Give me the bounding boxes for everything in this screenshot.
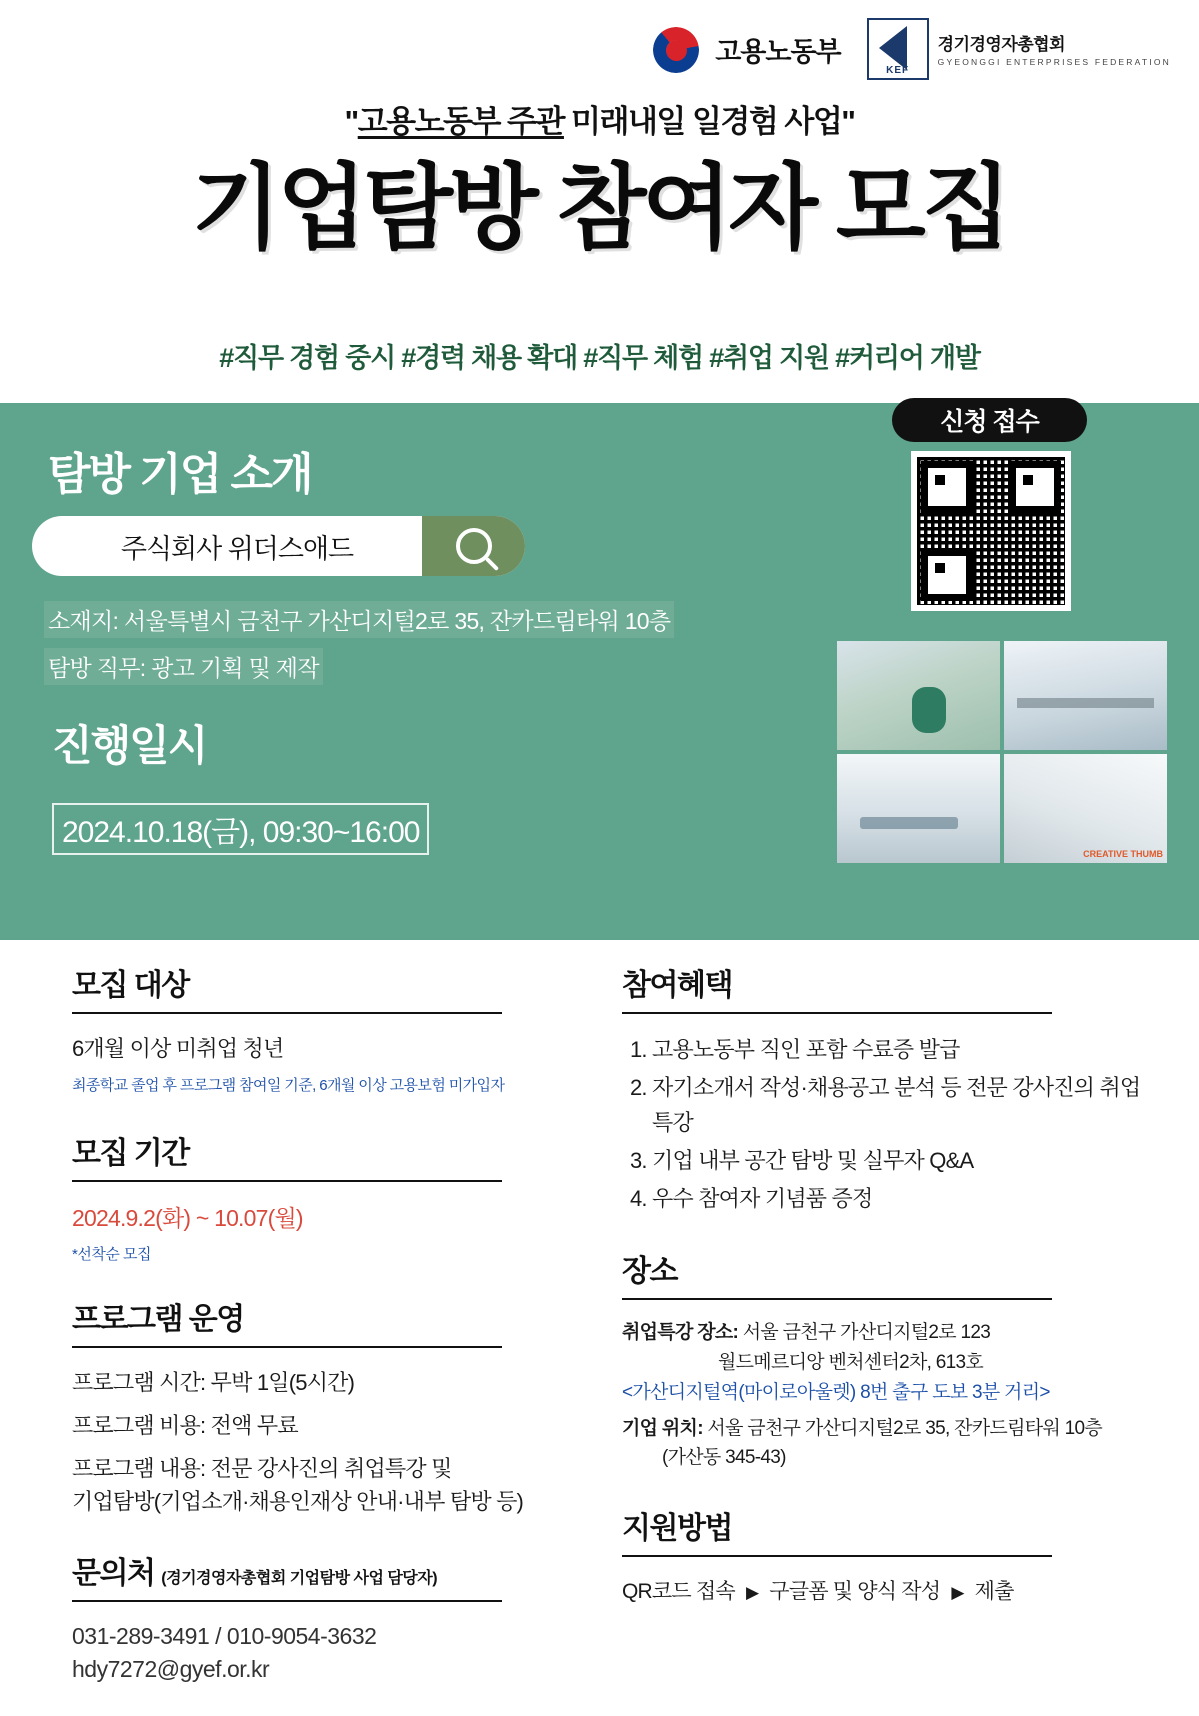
kef-mark-icon (867, 18, 929, 80)
header-logos (649, 18, 1171, 80)
kef-text (938, 30, 1171, 68)
place-title: 장소 (622, 1255, 677, 1289)
qr-code[interactable] (911, 451, 1071, 611)
apply-title: 지원방법 (622, 1511, 732, 1545)
lecture-place-label: 취업특강 장소: (622, 1322, 739, 1344)
qr-finder-bottom-left-icon (921, 549, 973, 601)
period-section (72, 1128, 572, 1264)
contact-subtitle: (경기경영자총협회 기업탐방 사업 담당자) (161, 1569, 438, 1587)
ministry-of-employment-and-labor-logo (649, 21, 840, 77)
band-section-title: 탐방 기업 소개 (48, 450, 312, 499)
company-name-value: 주식회사 위더스애드 (120, 533, 354, 564)
place-section (622, 1246, 1142, 1473)
company-place-line2: (가산동 345-43) (662, 1447, 786, 1469)
qr-finder-top-left-icon (921, 461, 973, 513)
divider (622, 1555, 1052, 1557)
period-note: *선착순 모집 (72, 1245, 151, 1263)
search-icon (456, 528, 492, 564)
benefits-title: 참여혜택 (622, 969, 732, 1002)
program-content-line1: 프로그램 내용: 전문 강사진의 취업특강 및 (72, 1455, 452, 1481)
company-photo-grid (837, 641, 1167, 863)
program-time: 프로그램 시간: 무박 1일(5시간) (72, 1369, 355, 1395)
program-section (72, 1294, 572, 1518)
benefit-text: 우수 참여자 기념품 증정 (652, 1185, 873, 1211)
transit-info: <가산디지털역(마이로아울렛) 8번 출구 도보 3분 거리> (622, 1382, 1050, 1403)
contact-email[interactable]: hdy7272@gyef.or.kr (72, 1655, 270, 1682)
company-place-label: 기업 위치: (622, 1418, 703, 1439)
search-button[interactable] (422, 516, 525, 576)
subtitle-quote (0, 96, 1199, 141)
benefit-text: 고용노동부 직인 포함 수료증 발급 (652, 1037, 960, 1062)
photo-brand-tag: CREATIVE THUMB (1083, 849, 1163, 859)
schedule-title: 진행일시 (52, 722, 207, 769)
period-title: 모집 기간 (72, 1136, 189, 1170)
contact-section (72, 1548, 572, 1687)
apply-step-1: QR코드 접속 (622, 1579, 735, 1603)
divider (72, 1180, 502, 1182)
list-item (652, 1070, 1142, 1141)
divider (72, 1012, 502, 1014)
divider (622, 1012, 1052, 1014)
details-section (0, 960, 1199, 1692)
benefits-list (622, 1032, 1142, 1216)
company-address: 소재지: 서울특별시 금천구 가산디지털2로 35, 잔카드림타워 10층 (44, 601, 674, 638)
quote-open: " (344, 104, 358, 139)
contact-phone[interactable]: 031-289-3491 / 010-9054-3632 (72, 1622, 377, 1649)
company-search-bar[interactable] (32, 516, 525, 576)
benefit-text: 기업 내부 공간 탐방 및 실무자 Q&A (652, 1147, 974, 1173)
benefit-text: 자기소개서 작성·채용공고 분석 등 전문 강사진의 취업특강 (652, 1074, 1141, 1136)
divider (622, 1298, 1052, 1300)
arrow-icon: ▶ (951, 1582, 964, 1602)
lecture-place-line2: 월드메르디앙 벤처센터2차, 613호 (718, 1351, 984, 1373)
qr-code-image (917, 457, 1065, 605)
contact-title-label: 문의처 (72, 1556, 155, 1590)
benefits-section (622, 960, 1142, 1216)
program-title: 프로그램 운영 (72, 1302, 244, 1336)
page-title: 기업탐방 참여자 모집 (191, 156, 1008, 260)
divider (72, 1600, 502, 1602)
left-column (72, 960, 572, 1716)
company-intro-band (0, 403, 1199, 940)
list-item (652, 1143, 1142, 1179)
apply-step-2: 구글폼 및 양식 작성 (769, 1579, 941, 1603)
target-note: 최종학교 졸업 후 프로그램 참여일 기준, 6개월 이상 고용보험 미가입자 (72, 1077, 505, 1094)
target-section (72, 960, 572, 1098)
qr-finder-top-right-icon (1009, 461, 1061, 513)
arrow-icon: ▶ (745, 1582, 759, 1602)
photo-meeting-room (837, 754, 1000, 863)
kef-logo (867, 18, 1171, 80)
visit-job: 탐방 직무: 광고 기획 및 제작 (44, 648, 323, 685)
apply-step-3: 제출 (974, 1579, 1014, 1603)
ministry-label: 고용노동부 (715, 36, 841, 67)
photo-studio (1004, 754, 1167, 863)
kef-name-kr: 경기경영자총협회 (937, 34, 1066, 54)
quote-rest: 미래내일 일경험 사업" (563, 104, 855, 139)
program-content-line2: 기업탐방(기업소개·채용인재상 안내·내부 탐방 등) (72, 1488, 524, 1514)
target-title: 모집 대상 (72, 969, 189, 1002)
contact-title (72, 1548, 572, 1592)
quote-underlined: 고용노동부 주관 (357, 104, 564, 139)
list-item (652, 1181, 1142, 1217)
target-main: 6개월 이상 미취업 청년 (72, 1036, 284, 1061)
company-place-line1 (622, 1414, 1142, 1443)
photo-office (1004, 641, 1167, 750)
period-value: 2024.9.2(화) ~ 10.07(월) (72, 1204, 303, 1231)
company-place-address1: 서울 금천구 가산디지털2로 35, 잔카드림타워 10층 (707, 1418, 1103, 1439)
apply-badge: 신청 접수 (892, 398, 1087, 442)
lecture-place-address1: 서울 금천구 가산디지털2로 123 (742, 1322, 991, 1344)
korea-government-emblem-icon (649, 21, 705, 77)
lecture-place-line1 (622, 1318, 1142, 1347)
photo-lobby (837, 641, 1000, 750)
program-cost: 프로그램 비용: 전액 무료 (72, 1412, 298, 1438)
right-column (622, 960, 1142, 1635)
kef-mark-label: KEF (886, 65, 910, 76)
schedule-value: 2024.10.18(금), 09:30~16:00 (52, 803, 429, 855)
divider (72, 1346, 502, 1348)
kef-name-en: GYEONGGI ENTERPRISES FEDERATION (937, 56, 1171, 67)
apply-section (622, 1503, 1142, 1605)
hashtag-line: #직무 경험 중시 #경력 채용 확대 #직무 체험 #취업 지원 #커리어 개발 (219, 343, 980, 373)
list-item (652, 1032, 1142, 1068)
apply-flow (622, 1575, 1142, 1605)
